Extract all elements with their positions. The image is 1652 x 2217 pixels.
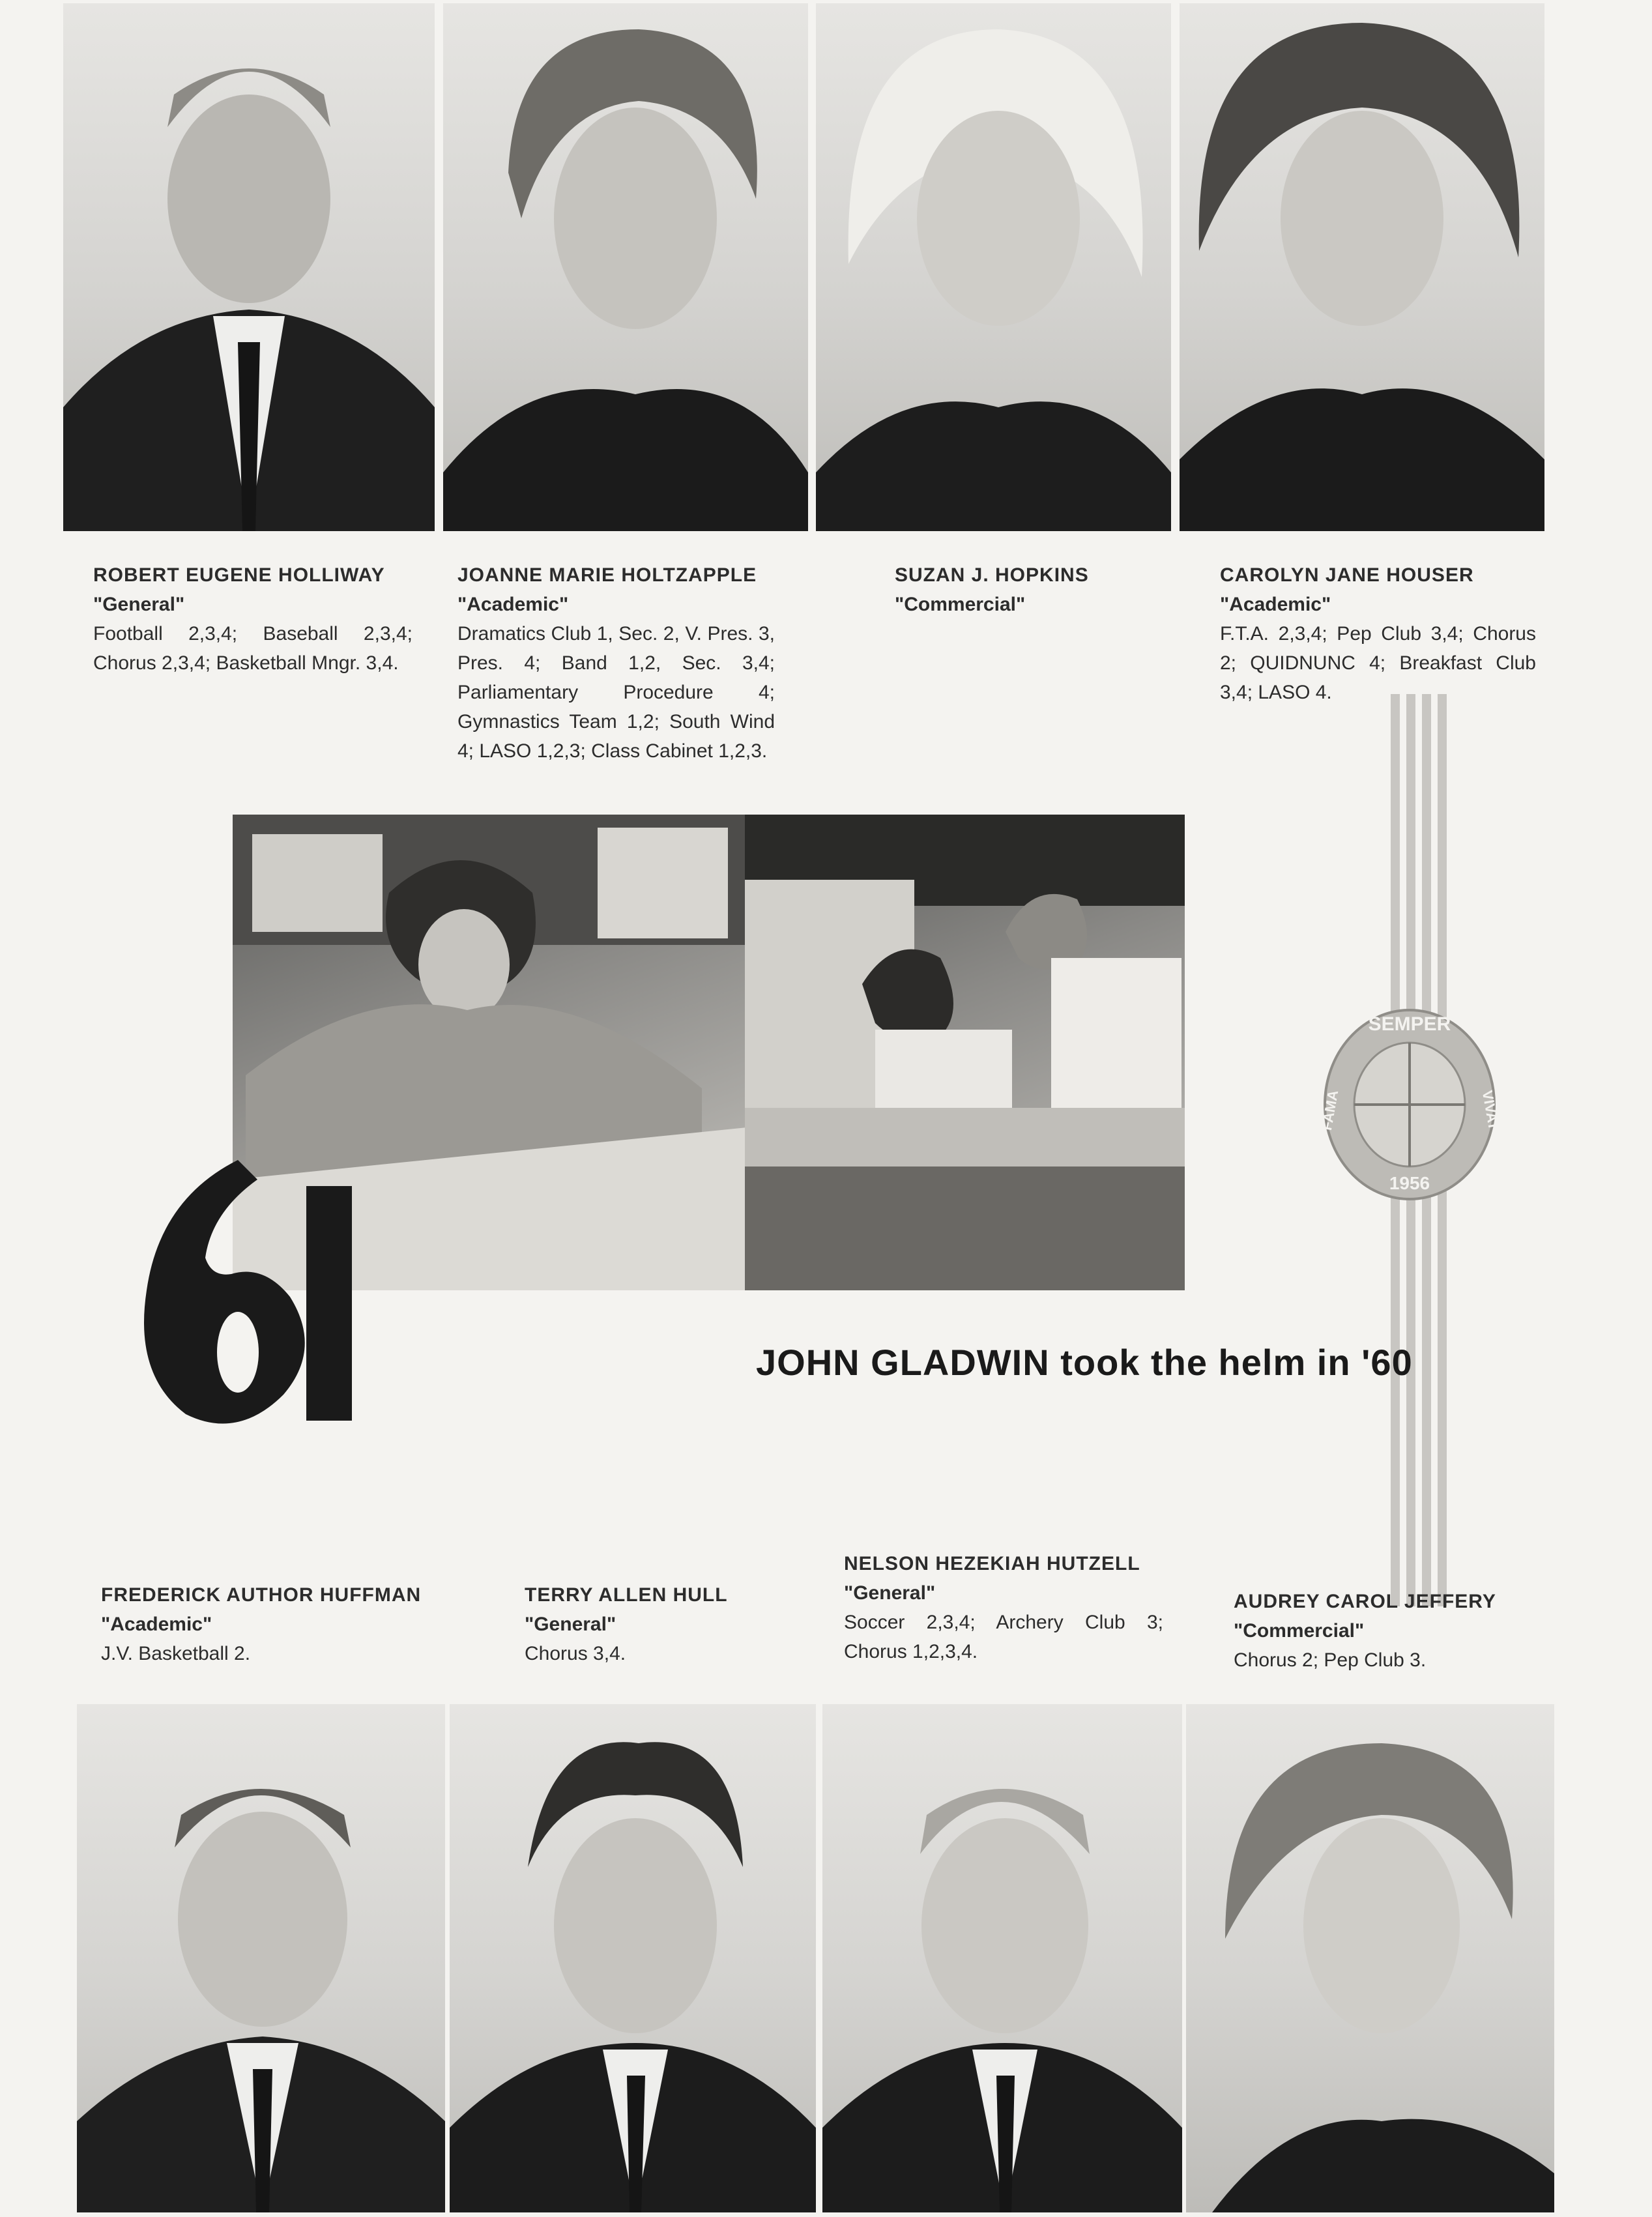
- student-course: "General": [93, 594, 185, 615]
- portrait-silhouette-icon: [63, 3, 435, 531]
- portrait-silhouette-icon: [450, 1704, 816, 2212]
- student-course: "Commercial": [1234, 1620, 1365, 1642]
- seal-left-text: FAMA: [1318, 1088, 1342, 1132]
- portrait-silhouette-icon: [822, 1704, 1182, 2212]
- seal-year: 1956: [1389, 1173, 1430, 1193]
- student-course: "General": [844, 1582, 936, 1604]
- student-caption: [1220, 560, 1536, 707]
- student-name: NELSON HEZEKIAH HUTZELL: [844, 1553, 1140, 1574]
- student-name: AUDREY CAROL JEFFERY: [1234, 1591, 1496, 1612]
- portrait-silhouette-icon: [816, 3, 1171, 531]
- student-caption: [844, 1549, 1163, 1666]
- student-course: "Commercial": [895, 594, 1026, 615]
- year-mark-label: 61: [134, 1160, 135, 1161]
- portrait-silhouette-icon: [1180, 3, 1544, 531]
- student-activities: Chorus 2; Pep Club 3.: [1234, 1649, 1427, 1671]
- student-name: TERRY ALLEN HULL: [525, 1584, 728, 1606]
- student-activities: Chorus 3,4.: [525, 1643, 626, 1664]
- student-activities: F.T.A. 2,3,4; Pep Club 3,4; Chorus 2; QUIDNUNC 4; Breakfast Club 3,4; LASO 4.: [1220, 623, 1536, 703]
- student-course: "Academic": [457, 594, 569, 615]
- seal-top-text: SEMPER: [1368, 1013, 1451, 1035]
- student-caption: [101, 1580, 440, 1668]
- student-name: ROBERT EUGENE HOLLIWAY: [93, 564, 385, 586]
- portrait-photo: [77, 1704, 445, 2212]
- portrait-silhouette-icon: [1186, 1704, 1554, 2212]
- portrait-photo: [1180, 3, 1544, 531]
- student-activities: Soccer 2,3,4; Archery Club 3; Chorus 1,2,3,4.: [844, 1612, 1163, 1662]
- student-name: CAROLYN JANE HOUSER: [1220, 564, 1474, 586]
- student-caption: [895, 560, 1142, 619]
- school-seal-icon: [1318, 1007, 1503, 1202]
- student-course: "General": [525, 1614, 616, 1635]
- student-name: SUZAN J. HOPKINS: [895, 564, 1089, 586]
- portrait-photo: [816, 3, 1171, 531]
- student-caption: [457, 560, 775, 766]
- student-name: JOANNE MARIE HOLTZAPPLE: [457, 564, 757, 586]
- portrait-photo: [450, 1704, 816, 2212]
- student-activities: Football 2,3,4; Baseball 2,3,4; Chorus 2,3,4; Basketball Mngr. 3,4.: [93, 623, 413, 674]
- portrait-photo: [1186, 1704, 1554, 2212]
- student-caption: [1234, 1587, 1533, 1675]
- candid-scene-icon: [745, 815, 1185, 1290]
- seal-right-text: VIVAT: [1479, 1089, 1503, 1132]
- portrait-photo: [63, 3, 435, 531]
- student-caption: [525, 1580, 785, 1668]
- student-activities: J.V. Basketball 2.: [101, 1643, 251, 1664]
- portrait-silhouette-icon: [77, 1704, 445, 2212]
- year-61-graphic: [134, 1160, 362, 1424]
- portrait-silhouette-icon: [443, 3, 808, 531]
- student-course: "Academic": [1220, 594, 1331, 615]
- student-activities: Dramatics Club 1, Sec. 2, V. Pres. 3, Pres. 4; Band 1,2, Sec. 3,4; Parliamentary Procedure 4; Gymnastics Team 1,2; South Wind 4; LASO 1,2,3; Class Cabinet 1,2,3.: [457, 623, 775, 762]
- portrait-photo: [443, 3, 808, 531]
- page-headline: JOHN GLADWIN took the helm in '60: [756, 1342, 1413, 1383]
- student-course: "Academic": [101, 1614, 212, 1635]
- student-caption: [93, 560, 413, 678]
- candid-photo-library-desk: [745, 815, 1185, 1290]
- portrait-photo: [822, 1704, 1182, 2212]
- student-name: FREDERICK AUTHOR HUFFMAN: [101, 1584, 422, 1606]
